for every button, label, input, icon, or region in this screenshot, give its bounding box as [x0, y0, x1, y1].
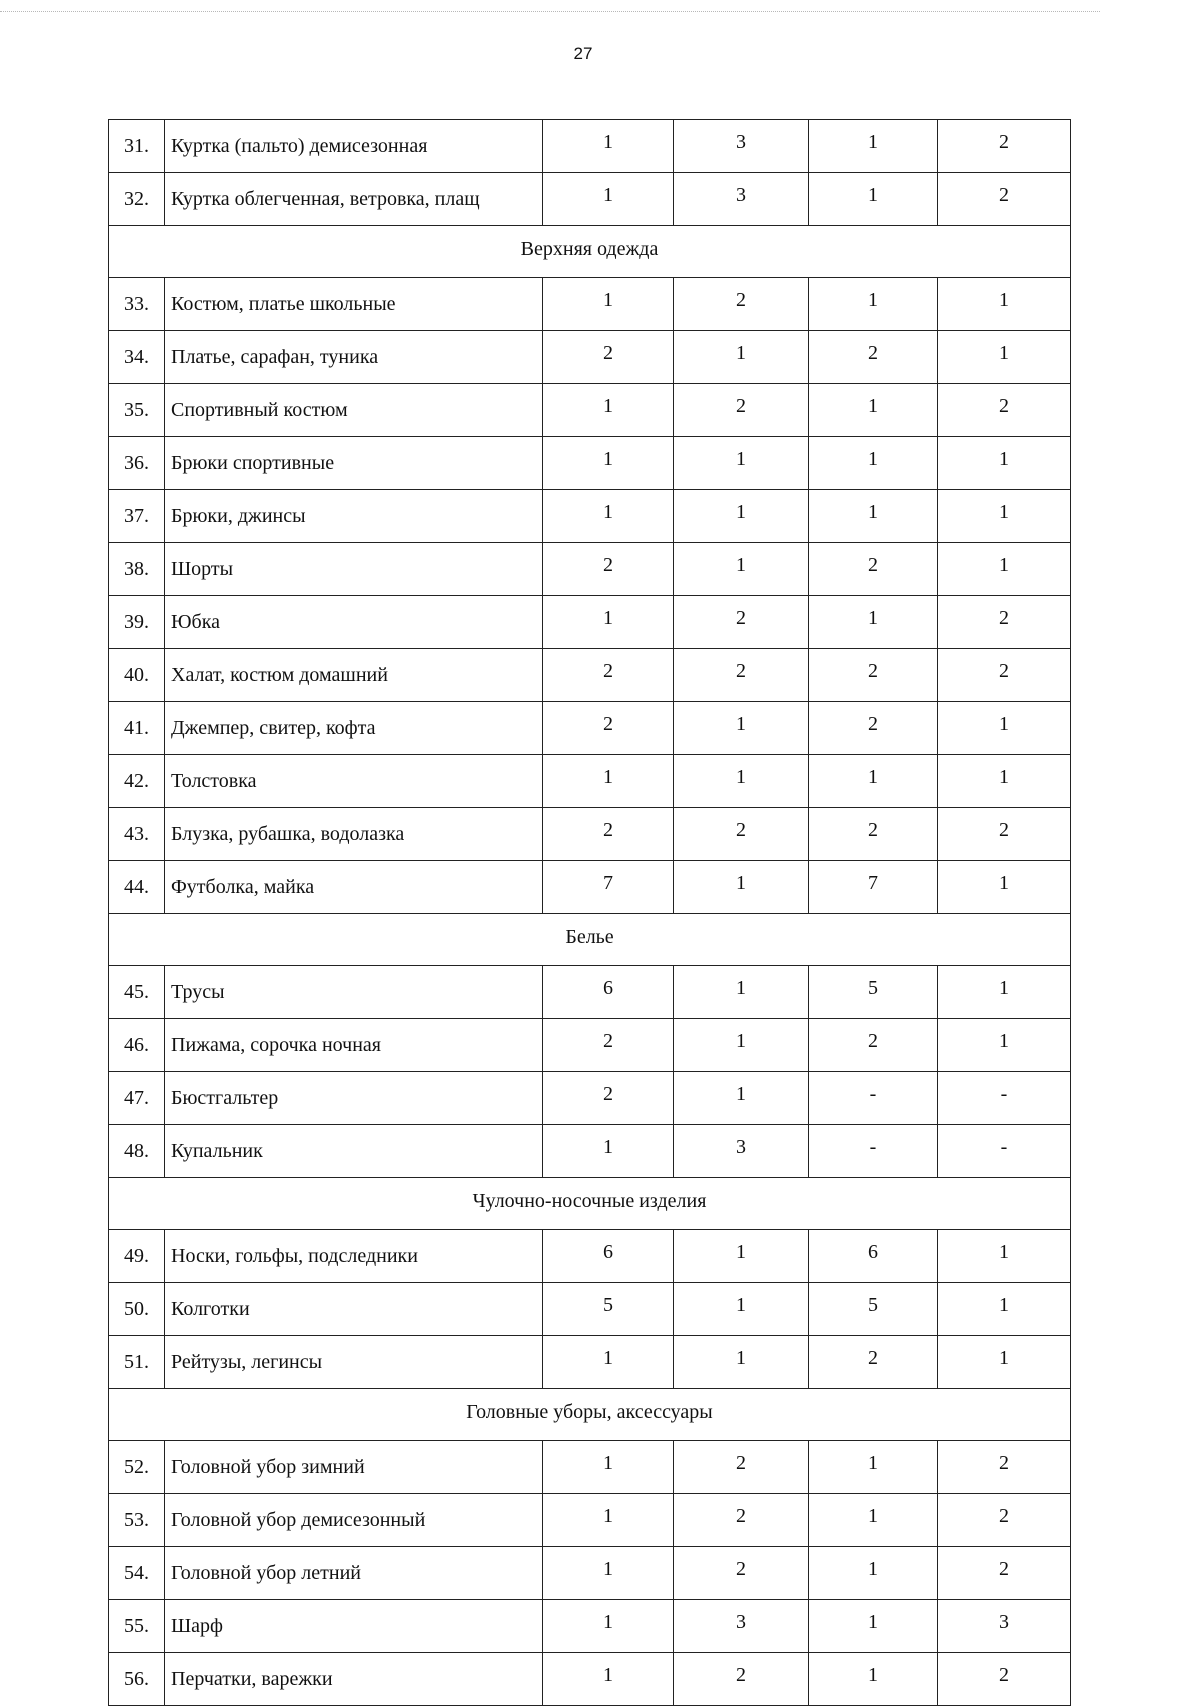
item-name: Пижама, сорочка ночная [165, 1019, 543, 1072]
row-number: 47. [109, 1072, 165, 1125]
quantity-cell-4: 2 [938, 1494, 1071, 1547]
section-title: Верхняя одежда [109, 226, 1071, 278]
item-name: Перчатки, варежки [165, 1653, 543, 1706]
quantity-cell-3: - [809, 1125, 938, 1178]
item-name: Трусы [165, 966, 543, 1019]
quantity-cell-1: 1 [543, 596, 674, 649]
row-number: 55. [109, 1600, 165, 1653]
quantity-cell-1: 2 [543, 808, 674, 861]
quantity-cell-4: 1 [938, 331, 1071, 384]
quantity-cell-4: 2 [938, 649, 1071, 702]
quantity-cell-3: 2 [809, 1019, 938, 1072]
quantity-cell-1: 2 [543, 543, 674, 596]
section-header-row [109, 1178, 1071, 1230]
quantity-cell-2: 2 [674, 278, 809, 331]
quantity-cell-2: 2 [674, 596, 809, 649]
quantity-cell-3: 1 [809, 596, 938, 649]
quantity-cell-3: 1 [809, 384, 938, 437]
quantity-cell-3: - [809, 1072, 938, 1125]
item-name: Шорты [165, 543, 543, 596]
row-number: 48. [109, 1125, 165, 1178]
quantity-cell-1: 1 [543, 437, 674, 490]
row-number: 45. [109, 966, 165, 1019]
row-number: 35. [109, 384, 165, 437]
quantity-cell-2: 1 [674, 1336, 809, 1389]
table-body [109, 120, 1071, 1706]
quantity-cell-3: 1 [809, 490, 938, 543]
quantity-cell-2: 1 [674, 702, 809, 755]
item-name: Блузка, рубашка, водолазка [165, 808, 543, 861]
quantity-cell-4: 1 [938, 702, 1071, 755]
table-row [109, 384, 1071, 437]
clothing-norms-table [108, 119, 1071, 1706]
quantity-cell-2: 2 [674, 1653, 809, 1706]
quantity-cell-1: 1 [543, 1600, 674, 1653]
quantity-cell-2: 2 [674, 1441, 809, 1494]
quantity-cell-2: 3 [674, 173, 809, 226]
quantity-cell-1: 1 [543, 1494, 674, 1547]
quantity-cell-2: 1 [674, 331, 809, 384]
table-row [109, 1494, 1071, 1547]
quantity-cell-3: 2 [809, 808, 938, 861]
table-row [109, 1072, 1071, 1125]
quantity-cell-1: 2 [543, 1019, 674, 1072]
table-row [109, 1441, 1071, 1494]
row-number: 31. [109, 120, 165, 173]
quantity-cell-2: 2 [674, 1547, 809, 1600]
quantity-cell-2: 1 [674, 1230, 809, 1283]
quantity-cell-1: 2 [543, 649, 674, 702]
table-row [109, 1600, 1071, 1653]
row-number: 54. [109, 1547, 165, 1600]
section-title: Головные уборы, аксессуары [109, 1389, 1071, 1441]
quantity-cell-1: 1 [543, 120, 674, 173]
table-row [109, 490, 1071, 543]
item-name: Брюки, джинсы [165, 490, 543, 543]
scan-edge-line [0, 11, 1100, 12]
row-number: 51. [109, 1336, 165, 1389]
section-header-row [109, 226, 1071, 278]
row-number: 53. [109, 1494, 165, 1547]
quantity-cell-2: 1 [674, 490, 809, 543]
quantity-cell-3: 1 [809, 1441, 938, 1494]
quantity-cell-3: 1 [809, 1653, 938, 1706]
row-number: 50. [109, 1283, 165, 1336]
row-number: 56. [109, 1653, 165, 1706]
item-name: Купальник [165, 1125, 543, 1178]
quantity-cell-2: 1 [674, 543, 809, 596]
quantity-cell-1: 1 [543, 1441, 674, 1494]
quantity-cell-1: 2 [543, 702, 674, 755]
quantity-cell-3: 6 [809, 1230, 938, 1283]
item-name: Колготки [165, 1283, 543, 1336]
table-row [109, 755, 1071, 808]
item-name: Головной убор зимний [165, 1441, 543, 1494]
row-number: 42. [109, 755, 165, 808]
quantity-cell-3: 5 [809, 966, 938, 1019]
section-title: Белье [109, 914, 1071, 966]
page-number: 27 [573, 44, 593, 63]
quantity-cell-2: 1 [674, 755, 809, 808]
quantity-cell-4: 1 [938, 755, 1071, 808]
section-header-row [109, 914, 1071, 966]
quantity-cell-1: 2 [543, 1072, 674, 1125]
quantity-cell-1: 1 [543, 1125, 674, 1178]
item-name: Рейтузы, легинсы [165, 1336, 543, 1389]
quantity-cell-4: 1 [938, 1230, 1071, 1283]
table-row [109, 649, 1071, 702]
quantity-cell-4: 2 [938, 120, 1071, 173]
table-row [109, 331, 1071, 384]
section-header-row [109, 1389, 1071, 1441]
quantity-cell-2: 3 [674, 1600, 809, 1653]
quantity-cell-1: 1 [543, 490, 674, 543]
quantity-cell-3: 2 [809, 331, 938, 384]
item-name: Головной убор демисезонный [165, 1494, 543, 1547]
row-number: 52. [109, 1441, 165, 1494]
item-name: Носки, гольфы, подследники [165, 1230, 543, 1283]
row-number: 38. [109, 543, 165, 596]
table-row [109, 120, 1071, 173]
item-name: Халат, костюм домашний [165, 649, 543, 702]
quantity-cell-4: 2 [938, 173, 1071, 226]
quantity-cell-1: 5 [543, 1283, 674, 1336]
row-number: 32. [109, 173, 165, 226]
quantity-cell-2: 2 [674, 384, 809, 437]
table-row [109, 596, 1071, 649]
row-number: 40. [109, 649, 165, 702]
quantity-cell-3: 1 [809, 755, 938, 808]
quantity-cell-1: 1 [543, 1336, 674, 1389]
quantity-cell-4: 1 [938, 1336, 1071, 1389]
quantity-cell-1: 1 [543, 755, 674, 808]
quantity-cell-3: 2 [809, 702, 938, 755]
quantity-cell-4: 1 [938, 1019, 1071, 1072]
quantity-cell-3: 1 [809, 437, 938, 490]
table-row [109, 966, 1071, 1019]
table-row [109, 1336, 1071, 1389]
table-row [109, 808, 1071, 861]
quantity-cell-2: 3 [674, 120, 809, 173]
row-number: 41. [109, 702, 165, 755]
table-row [109, 702, 1071, 755]
quantity-cell-3: 2 [809, 543, 938, 596]
quantity-cell-1: 1 [543, 278, 674, 331]
quantity-cell-4: 2 [938, 596, 1071, 649]
row-number: 36. [109, 437, 165, 490]
quantity-cell-2: 3 [674, 1125, 809, 1178]
row-number: 49. [109, 1230, 165, 1283]
item-name: Футболка, майка [165, 861, 543, 914]
quantity-cell-3: 1 [809, 1547, 938, 1600]
quantity-cell-1: 1 [543, 384, 674, 437]
quantity-cell-4: 2 [938, 808, 1071, 861]
table-row [109, 173, 1071, 226]
item-name: Толстовка [165, 755, 543, 808]
quantity-cell-4: 1 [938, 437, 1071, 490]
quantity-cell-3: 1 [809, 1600, 938, 1653]
item-name: Платье, сарафан, туника [165, 331, 543, 384]
item-name: Шарф [165, 1600, 543, 1653]
quantity-cell-3: 1 [809, 173, 938, 226]
section-title: Чулочно-носочные изделия [109, 1178, 1071, 1230]
quantity-cell-4: 1 [938, 543, 1071, 596]
quantity-cell-3: 1 [809, 278, 938, 331]
quantity-cell-4: - [938, 1072, 1071, 1125]
table-row [109, 861, 1071, 914]
quantity-cell-3: 2 [809, 649, 938, 702]
quantity-cell-1: 2 [543, 331, 674, 384]
table-row [109, 1547, 1071, 1600]
item-name: Головной убор летний [165, 1547, 543, 1600]
table-row [109, 1283, 1071, 1336]
quantity-cell-4: 2 [938, 384, 1071, 437]
quantity-cell-1: 6 [543, 1230, 674, 1283]
table-row [109, 1653, 1071, 1706]
quantity-cell-3: 7 [809, 861, 938, 914]
quantity-cell-1: 7 [543, 861, 674, 914]
quantity-cell-4: 2 [938, 1547, 1071, 1600]
quantity-cell-3: 1 [809, 120, 938, 173]
quantity-cell-4: 1 [938, 490, 1071, 543]
quantity-cell-4: 1 [938, 1283, 1071, 1336]
row-number: 46. [109, 1019, 165, 1072]
quantity-cell-1: 1 [543, 1547, 674, 1600]
quantity-cell-4: 2 [938, 1653, 1071, 1706]
row-number: 39. [109, 596, 165, 649]
item-name: Спортивный костюм [165, 384, 543, 437]
quantity-cell-3: 1 [809, 1494, 938, 1547]
table-row [109, 1230, 1071, 1283]
item-name: Куртка (пальто) демисезонная [165, 120, 543, 173]
table-row [109, 543, 1071, 596]
quantity-cell-4: 1 [938, 966, 1071, 1019]
quantity-cell-4: 1 [938, 278, 1071, 331]
item-name: Куртка облегченная, ветровка, плащ [165, 173, 543, 226]
quantity-cell-4: 1 [938, 861, 1071, 914]
row-number: 43. [109, 808, 165, 861]
quantity-cell-4: - [938, 1125, 1071, 1178]
quantity-cell-2: 2 [674, 649, 809, 702]
quantity-cell-2: 1 [674, 1019, 809, 1072]
quantity-cell-1: 1 [543, 173, 674, 226]
item-name: Юбка [165, 596, 543, 649]
row-number: 44. [109, 861, 165, 914]
item-name: Джемпер, свитер, кофта [165, 702, 543, 755]
quantity-cell-2: 1 [674, 966, 809, 1019]
table-row [109, 1125, 1071, 1178]
quantity-cell-2: 1 [674, 1072, 809, 1125]
table-row [109, 1019, 1071, 1072]
quantity-cell-2: 2 [674, 808, 809, 861]
row-number: 34. [109, 331, 165, 384]
quantity-cell-2: 2 [674, 1494, 809, 1547]
quantity-cell-1: 1 [543, 1653, 674, 1706]
quantity-cell-4: 3 [938, 1600, 1071, 1653]
item-name: Брюки спортивные [165, 437, 543, 490]
row-number: 37. [109, 490, 165, 543]
item-name: Бюстгальтер [165, 1072, 543, 1125]
table-row [109, 437, 1071, 490]
table-row [109, 278, 1071, 331]
row-number: 33. [109, 278, 165, 331]
item-name: Костюм, платье школьные [165, 278, 543, 331]
quantity-cell-3: 2 [809, 1336, 938, 1389]
quantity-cell-2: 1 [674, 861, 809, 914]
quantity-cell-1: 6 [543, 966, 674, 1019]
quantity-cell-2: 1 [674, 437, 809, 490]
quantity-cell-2: 1 [674, 1283, 809, 1336]
quantity-cell-3: 5 [809, 1283, 938, 1336]
quantity-cell-4: 2 [938, 1441, 1071, 1494]
